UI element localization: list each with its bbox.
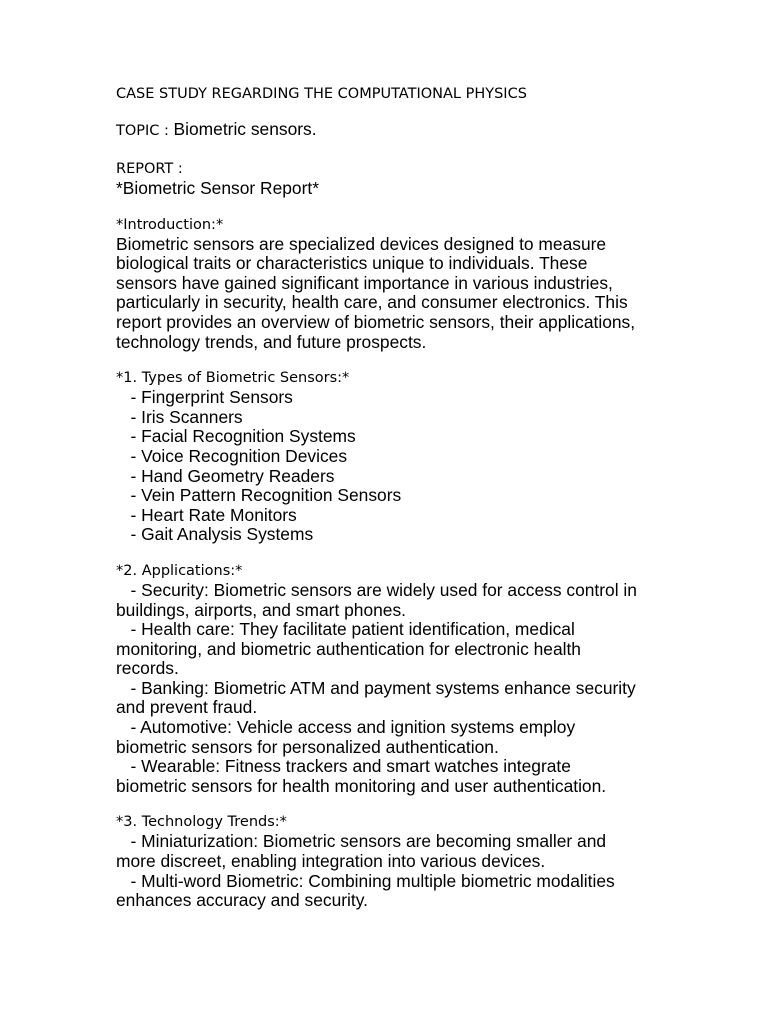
types-heading: *1. Types of Biometric Sensors:* (116, 370, 350, 387)
list-item: - Wearable: Fitness trackers and smart watches integrate biometric sensors for health monitoring and user authentication. (116, 756, 607, 796)
topic-label: TOPIC : (116, 123, 174, 139)
report-label: REPORT : (116, 161, 183, 177)
report-title: *Biometric Sensor Report* (116, 178, 319, 198)
list-item: - Multi-word Biometric: Combining multiple biometric modalities enhances accuracy and security. (116, 870, 615, 911)
list-item: - Banking: Biometric ATM and payment systems enhance security and prevent fraud. (116, 677, 636, 718)
intro-paragraph: Biometric sensors are specialized devices designed to measure biological traits or characteristics unique to individuals. These sensors have gained significant importance in various industries, particularly in security, health care, and consumer electronics. This report provides an overview of biometric sensors, their applications, technology trends, and future prospects. (116, 233, 636, 352)
trends-heading: *3. Technology Trends:* (116, 814, 287, 831)
list-item: - Miniaturization: Biometric sensors are becoming smaller and more discreet, enabling integration into various devices. (116, 831, 607, 872)
list-item: - Security: Biometric sensors are widely used for access control in buildings, airports, and smart phones. (116, 579, 637, 620)
document-title: CASE STUDY REGARDING THE COMPUTATIONAL PHYSICS (116, 86, 527, 102)
topic-value: Biometric sensors. (173, 119, 317, 139)
topic-line (116, 120, 646, 141)
list-item: - Health care: They facilitate patient identification, medical monitoring, and biometric authentication for electronic health records. (116, 619, 581, 679)
trends-list (116, 832, 646, 910)
list-item: - Vein Pattern Recognition Sensors (130, 485, 402, 506)
list-item: - Facial Recognition Systems (130, 426, 356, 447)
list-item: - Gait Analysis Systems (130, 524, 314, 545)
applications-list (116, 581, 646, 797)
applications-heading: *2. Applications:* (116, 562, 243, 579)
list-item: - Heart Rate Monitors (130, 504, 297, 525)
intro-heading: *Introduction:* (116, 216, 224, 233)
list-item: - Fingerprint Sensors (130, 387, 293, 408)
types-list (116, 388, 646, 545)
document-page (116, 84, 646, 911)
list-item: - Automotive: Vehicle access and ignition systems employ biometric sensors for personalized authentication. (116, 717, 576, 757)
list-item: - Iris Scanners (130, 406, 243, 427)
list-item: - Voice Recognition Devices (130, 445, 348, 466)
list-item: - Hand Geometry Readers (130, 465, 335, 486)
